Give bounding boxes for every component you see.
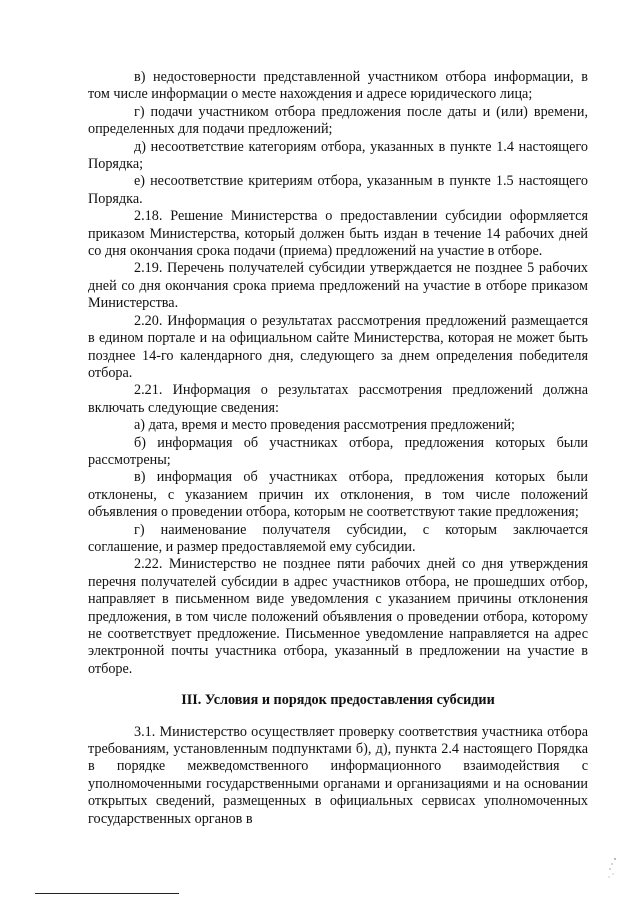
paragraph-2-19: 2.19. Перечень получателей субсидии утверждается не позднее 5 рабочих дней со дня окончания срока приема предложений на участие в отборе приказом Министерства.	[88, 260, 588, 312]
paragraph-2-18: 2.18. Решение Министерства о предоставлении субсидии оформляется приказом Министерства, который должен быть издан в течение 14 рабочих дней со дня окончания срока подачи (приема) предложений на участие в отборе.	[88, 208, 588, 260]
paragraph-item-a-date-time-place: а) дата, время и место проведения рассмотрения предложений;	[134, 417, 515, 434]
paragraph-item-d-category-mismatch: д) несоответствие категориям отбора, указанных в пункте 1.4 настоящего Порядка;	[88, 138, 588, 173]
paragraph-item-e-criteria-mismatch: е) несоответствие критериям отбора, указанным в пункте 1.5 настоящего Порядка.	[88, 173, 588, 207]
paragraph-2-20: 2.20. Информация о результатах рассмотрения предложений размещается в едином портале и на официальном сайте Министерства, которая не может быть позднее 14-го календарного дня, следующего за днем определения победителя отбора.	[88, 312, 588, 381]
scan-artifact-marks	[606, 856, 620, 880]
paragraph-2-21: 2.21. Информация о результатах рассмотрения предложений должна включать следующие сведения:	[88, 382, 588, 416]
paragraph-item-b-reviewed-participants: б) информация об участниках отбора, предложения которых были рассмотрены;	[88, 434, 588, 468]
paragraph-item-g-recipient-name: г) наименование получателя субсидии, с которым заключается соглашение, и размер предоставляемой ему субсидии.	[88, 521, 588, 555]
paragraph-item-v-unreliable-info: в) недостоверности представленной участником отбора информации, в том числе информации о месте нахождения и адресе юридического лица;	[88, 69, 588, 103]
paragraph-item-g-late-submission: г) подачи участником отбора предложения после даты и (или) времени, определенных для подачи предложений;	[88, 103, 588, 138]
paragraph-item-v-rejected-participants: в) информация об участниках отбора, предложения которых были отклонены, с указанием причин их отклонения, в том числе положений объявления о проведении отбора, которым не соответствуют такие предложения;	[88, 469, 588, 521]
paragraph-2-22: 2.22. Министерство не позднее пяти рабочих дней со дня утверждения перечня получателей субсидии в адрес участников отбора, не прошедших отбор, направляет в письменном виде уведомления с указанием причины отклонения предложения, в том числе положений объявления о проведении отбора, которому не соответствует предложение. Письменное уведомление направляется на адрес электронной почты участника отбора, указанный в предложении на участие в отборе.	[88, 556, 588, 677]
paragraph-3-1: 3.1. Министерство осуществляет проверку соответствия участника отбора требованиям, установленным подпунктами б), д), пункта 2.4 настоящего Порядка в порядке межведомственного информационного взаимодействия с уполномоченными государственными органами и организациями и на основании открытых сведений, размещенных в официальных сервисах уполномоченных государственных органов в	[88, 723, 588, 827]
footnote-divider	[35, 893, 179, 894]
document-body	[88, 69, 588, 828]
section-heading: III. Условия и порядок предоставления субсидии	[181, 692, 495, 709]
